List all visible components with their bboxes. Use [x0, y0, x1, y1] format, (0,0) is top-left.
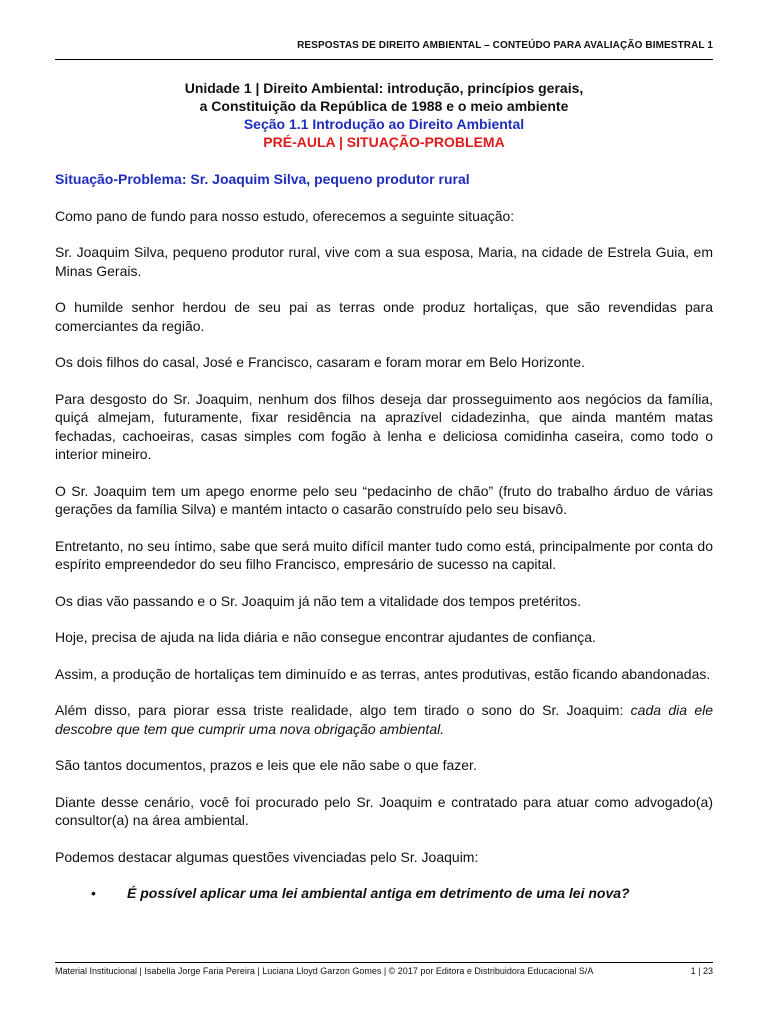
unit-title-line1: Unidade 1 | Direito Ambiental: introdução, princípios gerais,	[184, 80, 584, 96]
paragraph-14: Podemos destacar algumas questões vivenciadas pelo Sr. Joaquim:	[55, 848, 479, 865]
header-divider	[55, 59, 713, 60]
page-number: 1 | 23	[690, 966, 713, 976]
paragraph-10: Assim, a produção de hortaliças tem diminuído e as terras, antes produtivas, estão ficando abandonadas.	[55, 665, 711, 682]
question-item	[55, 884, 713, 903]
footer-divider	[55, 962, 713, 963]
paragraph-5: Para desgosto do Sr. Joaquim, nenhum dos filhos deseja dar prosseguimento aos negócios da família, quiçá almejam, futuramente, fixar residência na aprazível cidadezinha, que ainda mantém matas fechadas, cachoeiras, casas simples com fogão à lenha e deliciosa comidinha caseira, como todo o interior mineiro.	[55, 390, 713, 462]
paragraph-7: Entretanto, no seu íntimo, sabe que será muito difícil manter tudo como está, principalmente por conta do espírito empreendedor do seu filho Francisco, empresário de sucesso na capital.	[55, 537, 713, 572]
paragraph-4: Os dois filhos do casal, José e Francisco, casaram e foram morar em Belo Horizonte.	[55, 354, 585, 370]
question-text: É possível aplicar uma lei ambiental antiga em detrimento de uma lei nova?	[127, 885, 630, 901]
paragraph-2: Sr. Joaquim Silva, pequeno produtor rural, vive com a sua esposa, Maria, na cidade de Estrela Guia, em Minas Gerais.	[55, 244, 713, 279]
footer-credits: Material Institucional | Isabella Jorge Faria Pereira | Luciana Lloyd Garzon Gomes | © 2017 por Editora e Distribuidora Educacional S/A	[55, 966, 594, 976]
bullet-icon: •	[91, 885, 96, 901]
paragraph-6: O Sr. Joaquim tem um apego enorme pelo seu “pedacinho de chão” (fruto do trabalho árduo de várias gerações da família Silva) e mantém intacto o casarão construído pelo seu bisavô.	[55, 482, 713, 517]
section-title: Seção 1.1 Introdução ao Direito Ambiental	[243, 116, 525, 132]
paragraph-13: Diante desse cenário, você foi procurado pelo Sr. Joaquim e contratado para atuar como advogado(a) consultor(a) na área ambiental.	[55, 793, 713, 828]
pre-aula-title: PRÉ-AULA | SITUAÇÃO-PROBLEMA	[263, 134, 505, 150]
page-footer	[55, 966, 713, 976]
paragraph-3: O humilde senhor herdou de seu pai as terras onde produz hortaliças, que são revendidas para comerciantes da região.	[55, 299, 713, 334]
running-header: RESPOSTAS DE DIREITO AMBIENTAL – CONTEÚDO PARA AVALIAÇÃO BIMESTRAL 1	[297, 40, 713, 51]
paragraph-8: Os dias vão passando e o Sr. Joaquim já não tem a vitalidade dos tempos pretéritos.	[55, 592, 582, 609]
paragraph-11-normal: Além disso, para piorar essa triste realidade, algo tem tirado o sono do Sr. Joaquim:	[55, 702, 631, 718]
document-body	[55, 170, 713, 903]
paragraph-9: Hoje, precisa de ajuda na lida diária e não consegue encontrar ajudantes de confiança.	[55, 629, 596, 645]
paragraph-11	[55, 701, 713, 738]
paragraph-12: São tantos documentos, prazos e leis que ele não sabe o que fazer.	[55, 757, 477, 773]
situation-problem-title: Situação-Problema: Sr. Joaquim Silva, pequeno produtor rural	[55, 171, 470, 187]
paragraph-1: Como pano de fundo para nosso estudo, oferecemos a seguinte situação:	[55, 207, 515, 224]
paragraph-11-italic: cada dia ele descobre que tem que cumprir uma nova obrigação ambiental.	[55, 702, 713, 737]
title-block	[55, 79, 713, 151]
unit-title-line2: a Constituição da República de 1988 e o meio ambiente	[199, 98, 569, 114]
question-list	[55, 884, 713, 903]
